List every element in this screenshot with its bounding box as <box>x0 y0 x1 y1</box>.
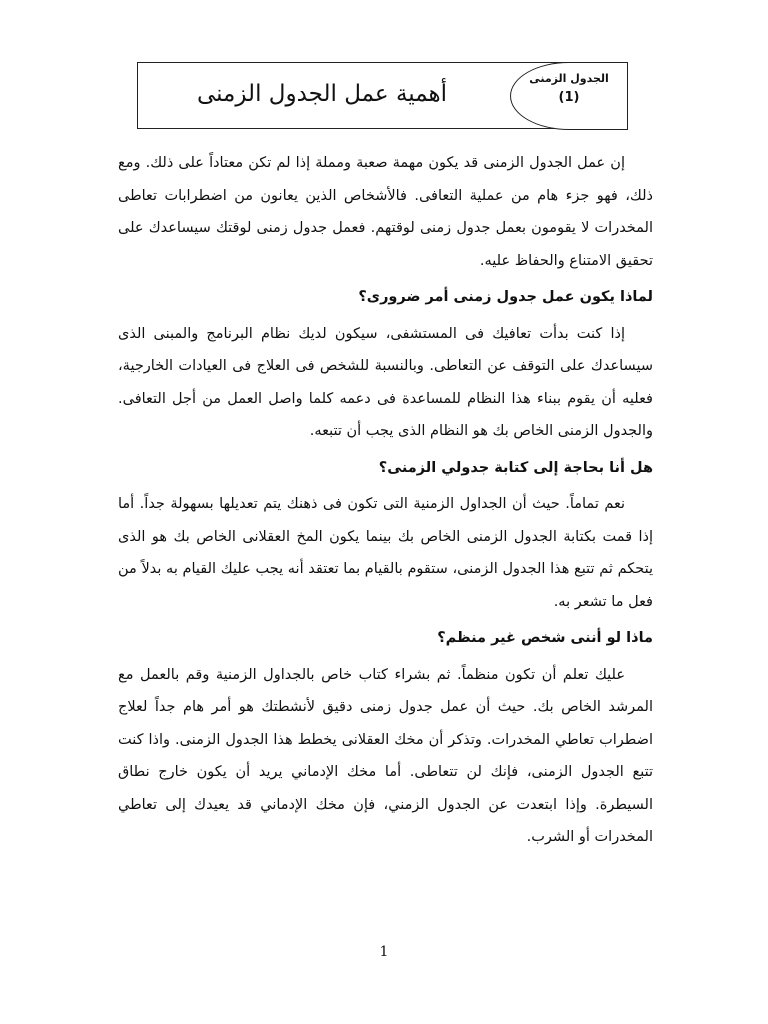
section-heading: ماذا لو أننى شخص غير منظم؟ <box>437 630 653 646</box>
page-number: 1 <box>379 944 389 960</box>
title-box <box>137 62 628 129</box>
section-tag-label: الجدول الزمنى <box>529 72 609 85</box>
intro-paragraph: إن عمل الجدول الزمنى قد يكون مهمة صعبة ومملة إذا لم تكن معتاداً على ذلك. ومع ذلك، فهو جزء هام من عملية التعافى. فالأشخاص الذين يعانون من اضطرابات تعاطى المخدرات لا يقومون بعمل جدول زمنى لوقتهم. فعمل جدول زمنى لوقتك سيساعدك على تحقيق الامتناع والحفاظ عليه. <box>118 155 653 269</box>
page-title: أهمية عمل الجدول الزمنى <box>196 81 448 107</box>
section-paragraph: نعم تماماً. حيث أن الجداول الزمنية التى تكون فى ذهنك يتم تعديلها بسهولة جداً. أما إذا قمت بكتابة الجدول الزمنى الخاص بك بينما يكون المخ العقلانى الخاص بك هو الذى يتحكم ثم تتبع هذا الجدول الزمنى، ستقوم بالقيام بما تعتقد أنه يجب عليك القيام به بدلاً من فعل ما تشعر به. <box>118 496 653 610</box>
section-tag-number: (1) <box>558 90 580 105</box>
section-heading: لماذا يكون عمل جدول زمنى أمر ضرورى؟ <box>358 289 653 305</box>
document-body <box>118 147 653 854</box>
section-tag <box>510 62 628 130</box>
section-paragraph: إذا كنت بدأت تعافيك فى المستشفى، سيكون لديك نظام البرنامج والمبنى الذى سيساعدك على التوقف عن التعاطى. وبالنسبة للشخص فى العلاج فى العيادات الخارجية، فعليه أن يقوم ببناء هذا النظام للمساعدة فى دعمه كلما واصل العمل من أجل التعافى. والجدول الزمنى الخاص بك هو النظام الذى يجب أن تتبعه. <box>118 325 653 439</box>
section-paragraph: عليك تعلم أن تكون منظماً. ثم بشراء كتاب خاص بالجداول الزمنية وقم بالعمل مع المرشد الخاص بك. حيث أن عمل جدول زمنى دقيق لأنشطتك هو أمر هام جداً لعلاج اضطراب تعاطي المخدرات. وتذكر أن مخك العقلانى يخطط هذا الجدول الزمنى. واذا كنت تتبع الجدول الزمنى، فإنك لن تتعاطى. أما مخك الإدماني يريد أن يكون خارج نطاق السيطرة. وإذا ابتعدت عن الجدول الزمني، فإن مخك الإدماني قد يعيدك إلى تعاطي المخدرات أو الشرب. <box>118 666 653 845</box>
section-heading: هل أنا بحاجة إلى كتابة جدولي الزمنى؟ <box>378 459 653 476</box>
